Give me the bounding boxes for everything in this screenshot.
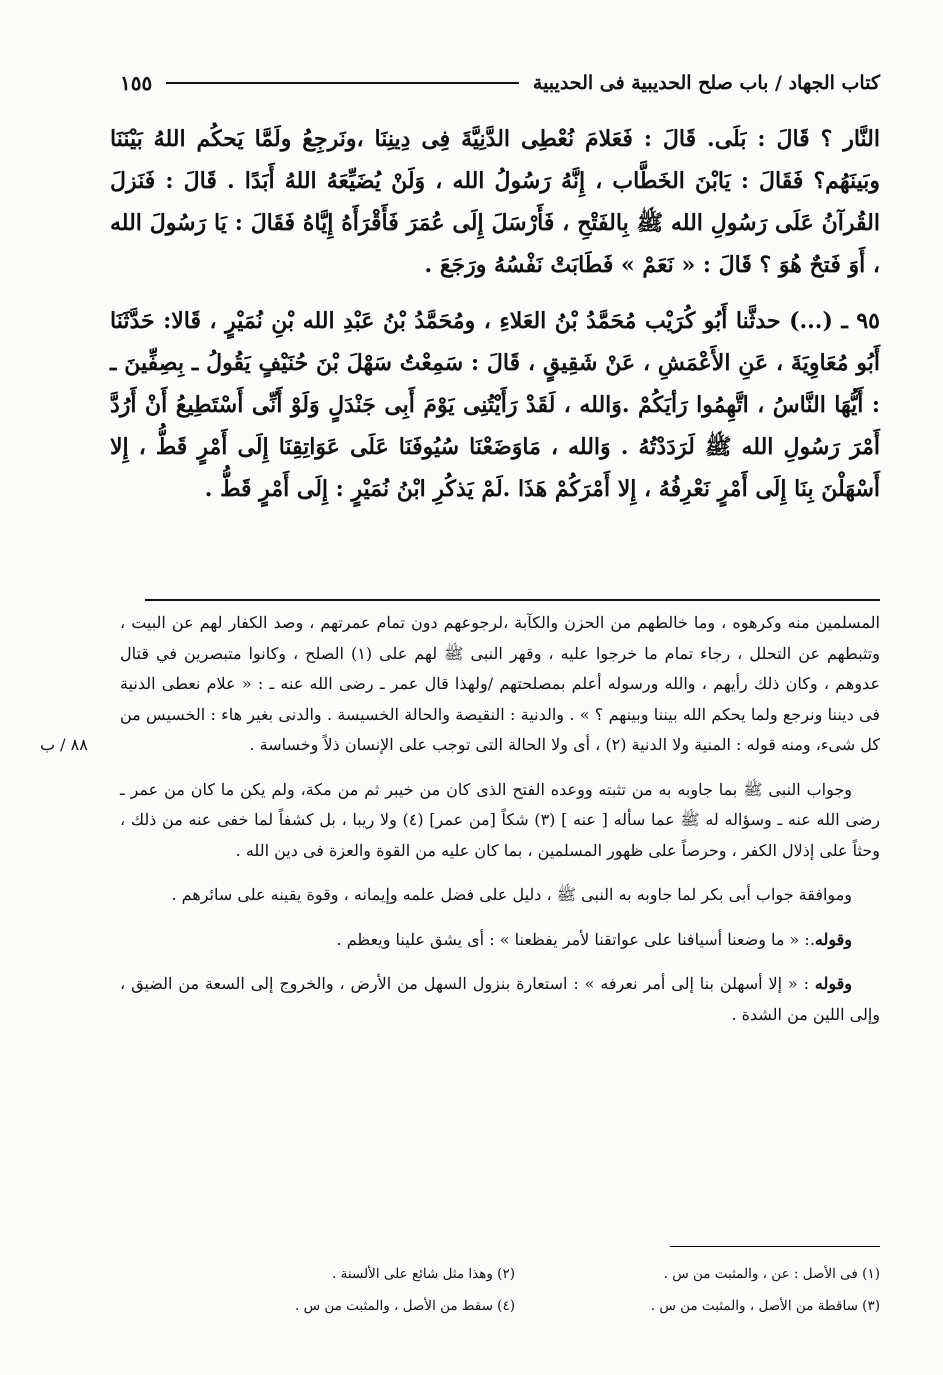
commentary-lead-word: وقوله bbox=[814, 974, 852, 993]
commentary-paragraph-5 bbox=[120, 969, 880, 1030]
footnote-divider bbox=[670, 1246, 880, 1247]
hadith-paragraph-1: النَّار ؟ قَالَ : بَلَى. قَالَ : فَعَلامَ نُعْطِى الدَّنِيَّةَ فِى دِينِنَا ،ونَرجِعُ ولَمَّا يَحكُم اللهُ بَيْنَنَا وبَينَهُم؟ فَقَالَ : يَابْنَ الخَطَّاب ، إِنَّهُ رَسُولُ الله ، وَلَنْ يُضَيِّعَهُ اللهُ أَبَدًا . قَالَ : فَنَزلَ القُرآنُ عَلَى رَسُولِ الله ﷺ بِالفَتْحِ ، فَأَرْسَلَ إِلَى عُمَرَ فَأَقْرَأَهُ إِيَّاهُ فَقَالَ : يَا رَسُولَ الله ، أَوَ فَتحٌ هُوَ ؟ قَالَ : « نَعَمْ » فَطَابَتْ نَفْسُهُ ورَجَعَ . bbox=[110, 126, 880, 278]
footnotes bbox=[150, 1258, 880, 1322]
footnote-4: (٤) سقط من الأصل ، والمثبت من س . bbox=[295, 1298, 515, 1314]
footnote-row bbox=[150, 1290, 880, 1322]
manuscript-folio-marker: ٨٨ / ب bbox=[40, 735, 88, 754]
commentary-paragraph-5-text: : « إلا أسهلن بنا إلى أمر نعرفه » : استعارة بنزول السهل من الأرض ، والخروج إلى السعة من الضيق ، وإلى اللين من الشدة . bbox=[120, 974, 880, 1024]
commentary bbox=[120, 608, 880, 1030]
hadith-paragraph-2: ٩٥ ـ (...) حدثَّنا أَبُو كُرَيْب مُحَمَّدُ بْنُ العَلاءِ ، ومُحَمَّدُ بْنُ عَبْدِ الله بْنِ نُمَيْرٍ ، قَالا: حَدَّثَنَا أَبُو مُعَاوِيَةَ ، عَنِ الأَعْمَشِ ، عَنْ شَقِيقٍ ، قَالَ : سَمِعْتُ سَهْلَ بْنَ حُنَيْفٍ يَقُولُ ـ بِصِفِّينَ ـ : أَيُّهَا النَّاسُ ، اتَّهِمُوا رَأيَكُمْ .وَالله ، لَقَدْ رَأَيْتُنِى يَوْمَ أَبِى جَنْدَلٍ وَلَوْ أَنِّى أَسْتَطِيعُ أَنْ أَرُدَّ أَمْرَ رَسُولِ الله ﷺ لَرَدَدْتُهُ . وَالله ، مَاوَضَعْنَا سُيُوفَنَا عَلَى عَوَاتِقِنَا إِلَى أَمْرٍ قَطُّ ، إِلا أَسْهَلْنَ بِنَا إِلَى أَمْرٍ نَعْرِفُهُ ، إِلا أَمْرَكُمْ هَذَا .لَمْ يَذكُرِ ابْنُ نُمَيْرٍ : إِلَى أَمْرٍ قَطُّ . bbox=[110, 308, 880, 502]
commentary-divider bbox=[145, 599, 880, 601]
footnote-row bbox=[150, 1258, 880, 1290]
page-number: ١٥٥ bbox=[120, 71, 153, 95]
chapter-title: كتاب الجهاد / باب صلح الحديبية فى الحديبية bbox=[532, 72, 880, 94]
running-header bbox=[120, 68, 880, 98]
commentary-paragraph-3: وموافقة جواب أبى بكر لما جاوبه به النبى ﷺ ، دليل على فضل علمه وإيمانه ، وقوة يقينه على سائرهم . bbox=[171, 885, 852, 904]
header-rule bbox=[166, 82, 519, 84]
commentary-lead-word: وقوله bbox=[814, 929, 852, 949]
commentary-paragraph-4-text: .: « ما وضعنا أسيافنا على عواتقنا لأمر يفظعنا » : أى يشق علينا ويعظم . bbox=[336, 929, 815, 949]
commentary-paragraph-2: وجواب النبى ﷺ بما جاوبه به من تثبته ووعده الفتح الذى كان من خيبر ثم من مكة، ولم يكن ما كان من عمر ـ رضى الله عنه ـ وسؤاله له ﷺ عما سأله [ عنه ] (٣) شكاً [من عمر] (٤) ولا ريبا ، بل كشفاً لما خفى عنه من ذلك ، وحثاً على إذلال الكفر ، وحرصاً على ظهور المسلمين ، بما كان عليه من القوة والعزة فى دين الله . bbox=[120, 779, 881, 860]
footnote-1: (١) فى الأصل : عن ، والمثبت من س . bbox=[663, 1266, 880, 1282]
commentary-paragraph-1: المسلمين منه وكرهوه ، وما خالطهم من الحزن والكآبة ،لرجوعهم دون تمام عمرتهم ، وصد الكفار لهم عن البيت ، وتثبطهم عن التحلل ، رجاء تمام ما خرجوا عليه ، وقهر النبى ﷺ لهم على (١) الصلح ، وكانوا متبصرين في قتال عدوهم ، وكان ذلك رأيهم ، والله ورسوله أعلم بمصلحتهم /ولهذا قال عمر ـ رضى الله عنه ـ : « علام نعطى الدنية فى ديننا ونرجع ولما يحكم الله بيننا وبينهم ؟ » . والدنية : النقيصة والحالة الخسيسة . والدنى بغير هاء : الخسيس من كل شىء، ومنه قوله : المنية ولا الدنية (٢) ، أى ولا الحالة التى توجب على الإنسان ذلاً وخساسة . bbox=[120, 613, 880, 754]
footnote-2: (٢) وهذا مثل شائع على الألسنة . bbox=[332, 1266, 515, 1282]
commentary-paragraph-4 bbox=[120, 925, 880, 956]
footnote-3: (٣) ساقطة من الأصل ، والمثبت من س . bbox=[650, 1298, 880, 1314]
hadith-text bbox=[110, 118, 880, 510]
